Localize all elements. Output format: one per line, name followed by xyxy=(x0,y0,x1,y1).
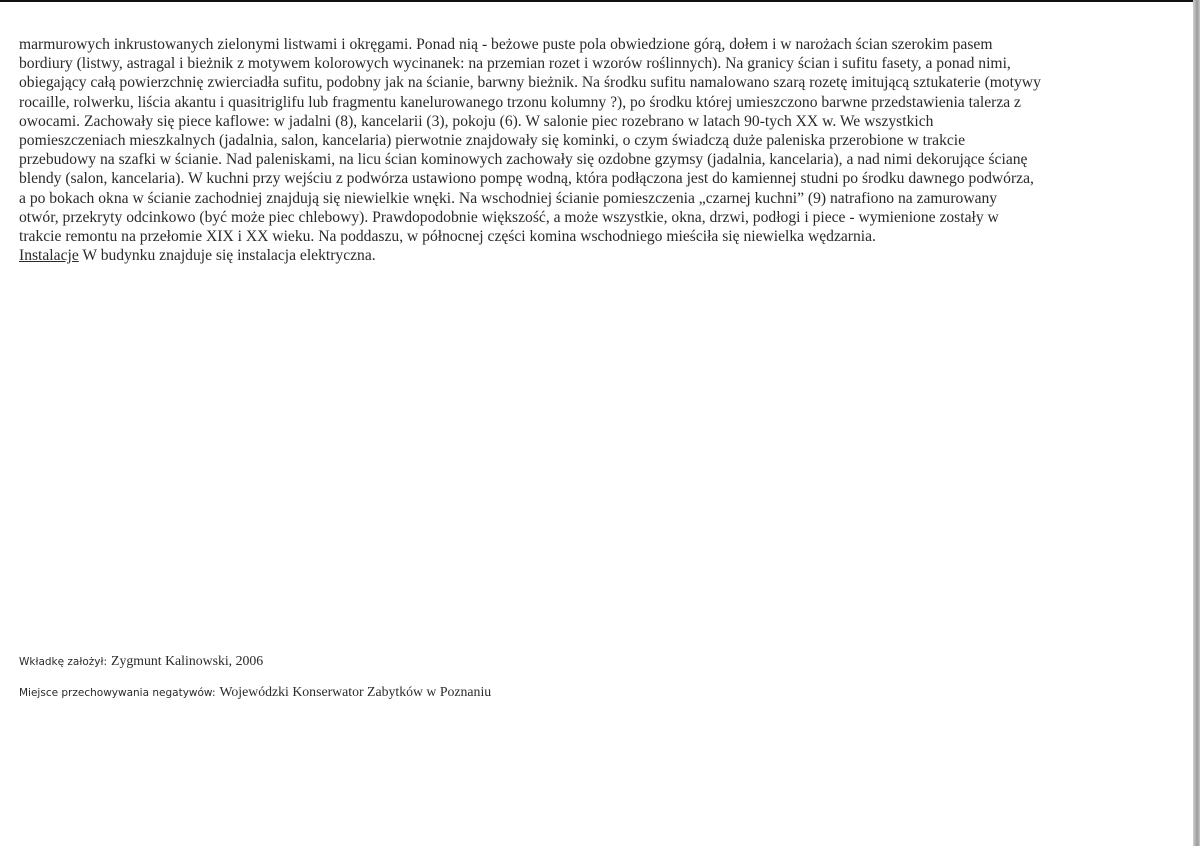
text-line: otwór, przekryty odcinkowo (być może piec chlebowy). Prawdopodobnie większość, a może wszystkie, okna, drzwi, podłogi i piece - wymienione zostały w xyxy=(19,208,999,226)
text-line: trakcie remontu na przełomie XIX i XX wieku. Na poddaszu, w północnej części komina wschodniego mieściła się niewielka wędzarnia. xyxy=(19,228,876,246)
text-line: a po bokach okna w ścianie zachodniej znajdują się niewielkie wnęki. Na wschodniej ścianie pomieszczenia „czarnej kuchni” (9) natrafiono na zamurowany xyxy=(19,189,998,207)
installations-heading: Instalacje xyxy=(19,247,79,265)
text-line: bordiury (listwy, astragal i bieżnik z motywem kolorowych wycinanek: na przemian rozet i wzorów roślinnych). Na granicy ścian i sufitu fasety, a ponad nimi, xyxy=(19,55,1011,73)
text-line: owocami. Zachowały się piece kaflowe: w jadalni (8), kancelarii (3), pokoju (6). W salonie piec rozebrano w latach 90-tych XX w. We wszystkich xyxy=(19,112,934,130)
text-line: pomieszczeniach mieszkalnych (jadalnia, salon, kancelaria) pierwotnie znajdowały się kominki, o czym świadczą duże paleniska przerobione w trakcie xyxy=(19,132,966,150)
negatives-value: Wojewódzki Konserwator Zabytków w Poznaniu xyxy=(219,684,492,699)
document-body xyxy=(19,35,1181,265)
negatives-location xyxy=(19,683,491,701)
installations-text: W budynku znajduje się instalacja elektryczna. xyxy=(78,247,376,265)
installations-line xyxy=(19,246,1181,265)
text-line: rocaille, rolwerku, liścia akantu i quasitriglifu lub fragmentu kanelurowanego trzonu kolumny ?), po środku której umieszczono barwne przedstawienia talerza z xyxy=(19,93,1021,111)
text-line: przebudowy na szafki w ścianie. Nad paleniskami, na licu ścian kominowych zachowały się ozdobne gzymsy (jadalnia, kancelaria), a nad nimi dekorujące ścianę xyxy=(19,151,1028,169)
text-line: blendy (salon, kancelaria). W kuchni przy wejściu z podwórza ustawiono pompę wodną, która podłączona jest do kamiennej studni po środku dawnego podwórza, xyxy=(19,170,1034,188)
author-credit xyxy=(19,652,263,670)
author-label: Wkładkę założył: xyxy=(19,656,108,668)
page-edge xyxy=(1193,0,1200,846)
author-value: Zygmunt Kalinowski, 2006 xyxy=(111,653,264,668)
text-line: marmurowych inkrustowanych zielonymi listwami i okręgami. Ponad nią - beżowe puste pola obwiedzione górą, dołem i w narożach ścian szerokim pasem xyxy=(19,36,993,53)
negatives-label: Miejsce przechowywania negatywów: xyxy=(19,687,216,699)
text-line: obiegający całą powierzchnię zwierciadła sufitu, podobny jak na ścianie, barwny bieżnik. Na środku sufitu namalowano szarą rozetę imitującą sztukaterie (motywy xyxy=(19,74,1041,92)
